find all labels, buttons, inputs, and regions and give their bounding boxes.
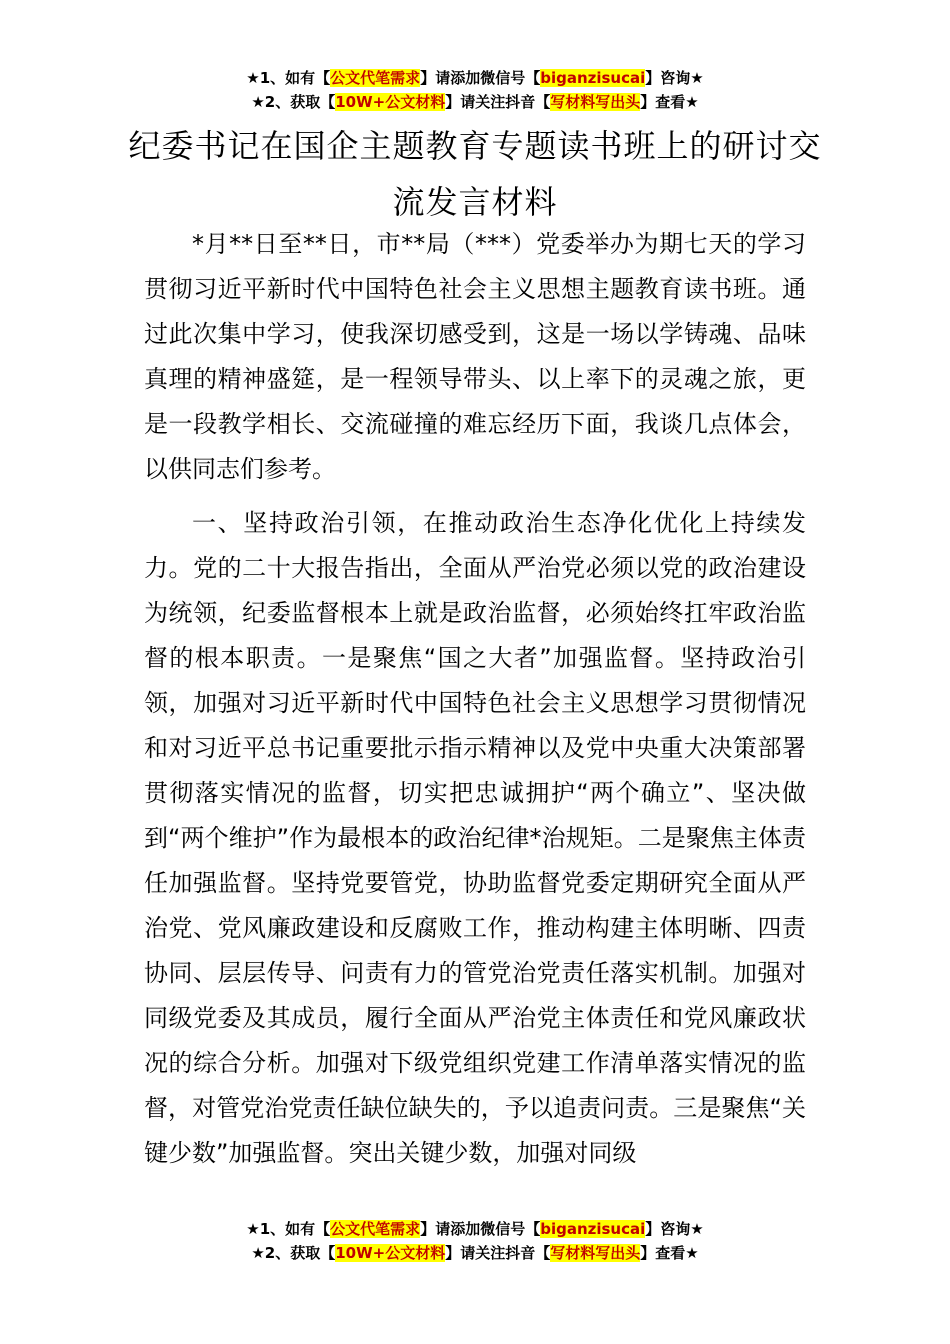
body-paragraph: *月**日至**日，市**局（***）党委举办为期七天的学习贯彻习近平新时代中国特色社会主义思想主题教育读书班。通过此次集中学习，使我深切感受到，这是一场以学铸魂、品味真理的精神盛筵，是一程领导带头、以上率下的灵魂之旅，更是一段教学相长、交流碰撞的难忘经历下面，我谈几点体会，以供同志们参考。 xyxy=(144,230,806,483)
promo-line-1 xyxy=(0,66,950,90)
promo-text: 】请关注抖音【 xyxy=(445,1244,551,1262)
body-paragraph: 一、坚持政治引领，在推动政治生态净化优化上持续发力。党的二十大报告指出，全面从严治党必须以党的政治建设为统领，纪委监督根本上就是政治监督，必须始终扛牢政治监督的根本职责。一是聚焦“国之大者”加强监督。坚持政治引领，加强对习近平新时代中国特色社会主义思想学习贯彻情况和对习近平总书记重要批示指示精神以及党中央重大决策部署贯彻落实情况的监督，切实把忠诚拥护“两个确立”、坚决做到“两个维护”作为最根本的政治纪律*治规矩。二是聚焦主体责任加强监督。坚持党要管党，协助监督党委定期研究全面从严治党、党风廉政建设和反腐败工作，推动构建主体明晰、四责协同、层层传导、问责有力的管党治党责任落实机制。加强对同级党委及其成员，履行全面从严治党主体责任和党风廉政状况的综合分析。加强对下级党组织党建工作清单落实情况的监督，对管党治党责任缺位缺失的，予以追责问责。三是聚焦“关键少数”加强监督。突出关键少数，加强对同级 xyxy=(144,509,806,1167)
promo-text: 】请添加微信号【 xyxy=(420,1220,541,1238)
promo-text: 】请添加微信号【 xyxy=(420,69,541,87)
wechat-id-highlight: biganzisucai xyxy=(540,69,646,87)
promo-text: ★1、如有【 xyxy=(246,1220,331,1238)
promo-text: 】咨询★ xyxy=(645,69,704,87)
bottom-promo-banner xyxy=(0,1217,950,1265)
top-promo-banner xyxy=(0,66,950,114)
promo-line-2 xyxy=(0,90,950,114)
document-title: 纪委书记在国企主题教育专题读书班上的研讨交流发言材料 xyxy=(128,127,822,221)
douyin-id-highlight: 写材料写出头 xyxy=(550,93,641,111)
douyin-id-highlight: 写材料写出头 xyxy=(550,1244,641,1262)
promo-highlight: 10W+公文材料 xyxy=(335,1244,446,1262)
promo-text: ★2、获取【 xyxy=(251,93,336,111)
promo-text: 】咨询★ xyxy=(645,1220,704,1238)
promo-text: ★2、获取【 xyxy=(251,1244,336,1262)
promo-line-2 xyxy=(0,1241,950,1265)
promo-highlight: 10W+公文材料 xyxy=(335,93,446,111)
promo-line-1 xyxy=(0,1217,950,1241)
document-body xyxy=(144,222,806,1176)
promo-text: 】查看★ xyxy=(640,1244,699,1262)
promo-text: ★1、如有【 xyxy=(246,69,331,87)
promo-text: 】请关注抖音【 xyxy=(445,93,551,111)
promo-highlight: 公文代笔需求 xyxy=(330,1220,421,1238)
promo-text: 】查看★ xyxy=(640,93,699,111)
wechat-id-highlight: biganzisucai xyxy=(540,1220,646,1238)
promo-highlight: 公文代笔需求 xyxy=(330,69,421,87)
